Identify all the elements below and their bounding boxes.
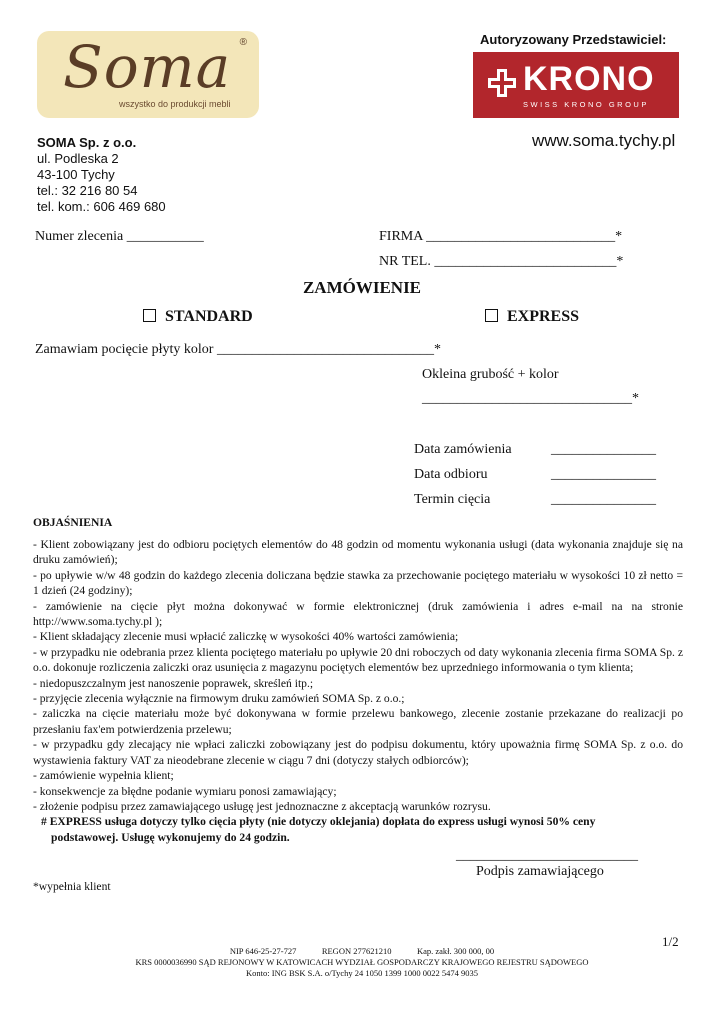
express-option[interactable] (485, 308, 579, 326)
explanation-item: - w przypadku nie odebrania przez klienta pociętego materiału po upływie 20 dni roboczych od daty wykonania zlecenia firma SOMA Sp. z o.o. dokonuje rozliczenia zaliczki oraz usunięcia z magazynu pociętych elementów bez uprzedniego informowania o tym klienta; (33, 645, 683, 675)
footer-line-1: NIP 646-25-27-727 REGON 277621210 Kap. zakł. 300 000, 00 (229, 946, 495, 956)
explanations-heading: OBJAŚNIENIA (33, 516, 113, 529)
order-number-field[interactable]: Numer zlecenia ___________ (35, 229, 204, 244)
soma-logo (37, 31, 259, 118)
soma-logo-registered: ® (239, 37, 247, 48)
explanation-item: - Klient składający zlecenie musi wpłacić zaliczkę w wysokości 40% wartości zamówienia; (33, 630, 459, 644)
explanation-item: - po upływie w/w 48 godzin do każdego zlecenia doliczana będzie stawka za przechowanie pociętego materiału w wysokości 10 zł netto = 1 dzień (24 godziny); (33, 568, 683, 598)
krono-logo (473, 52, 679, 118)
explanation-item: - Klient zobowiązany jest do odbioru pociętych elementów do 48 godzin od momentu wykonania usługi (data wykonania znajduje się na druku zamówień); (33, 538, 683, 567)
page-number: 1/2 (662, 934, 679, 949)
edge-label: Okleina grubość + kolor (422, 367, 559, 382)
explanations-list (33, 537, 683, 845)
standard-label: STANDARD (165, 308, 253, 325)
explanation-item: - zamówienie wypełnia klient; (33, 769, 174, 783)
website-link[interactable]: www.soma.tychy.pl (532, 131, 676, 150)
company-phone: tel.: 32 216 80 54 (37, 183, 138, 198)
krono-logo-word: KRONO (523, 60, 655, 98)
authorized-label: Autoryzowany Przedstawiciel: (480, 32, 667, 47)
krono-logo-group: SWISS KRONO GROUP (523, 100, 649, 109)
date-order-label: Data zamówienia (414, 442, 512, 457)
cut-term-field[interactable]: _______________ (551, 492, 656, 507)
explanation-item: - złożenie podpisu przez zamawiającego usługę jest jednoznaczne z akceptacją warunków rozrysu. (33, 799, 491, 813)
date-pickup-field[interactable]: _______________ (551, 467, 656, 482)
company-city: 43-100 Tychy (37, 167, 115, 182)
explanation-item: - zaliczka na cięcie materiału może być dokonywana w formie przelewu bankowego, zlecenie zostanie przekazane do realizacji po przesłaniu fax'em potwierdzenia przelewu; (33, 707, 683, 736)
soma-logo-tagline: wszystko do produkcji mebli (119, 99, 231, 109)
standard-checkbox[interactable] (143, 309, 156, 322)
company-mobile: tel. kom.: 606 469 680 (37, 199, 166, 214)
express-note-line2: podstawowej. Usługę wykonujemy do 24 godzin. (51, 830, 290, 844)
company-info (37, 135, 166, 215)
company-street: ul. Podleska 2 (37, 151, 119, 166)
cut-color-field[interactable]: Zamawiam pocięcie płyty kolor _______________________________* (35, 342, 441, 357)
explanation-item: - niedopuszczalnym jest nanoszenie poprawek, skreśleń itp.; (33, 676, 314, 690)
edge-field[interactable]: ______________________________* (422, 391, 639, 406)
footnote: *wypełnia klient (33, 880, 111, 893)
signature-line[interactable]: __________________________ (456, 848, 638, 863)
express-note-line1: # EXPRESS usługa dotyczy tylko cięcia płyty (nie dotyczy oklejania) dopłata do express usługi wynosi 50% ceny (41, 815, 596, 829)
form-title: ZAMÓWIENIE (302, 278, 422, 297)
express-checkbox[interactable] (485, 309, 498, 322)
date-order-field[interactable]: _______________ (551, 442, 656, 457)
explanation-item: - w przypadku gdy zlecający nie wpłaci zaliczki zobowiązany jest do podpisu dokumentu, który upoważnia firmę SOMA Sp. z o.o. do wystawienia faktury VAT za nieodebrane zlecenie w ciągu 7 dni (dotyczy stałych odbiorców); (33, 738, 683, 767)
signature-label: Podpis zamawiającego (476, 864, 604, 879)
explanation-item: - konsekwencje za błędne podanie wymiaru ponosi zamawiający; (33, 784, 337, 798)
company-name: SOMA Sp. z o.o. (37, 135, 137, 150)
footer-line-3: Konto: ING BSK S.A. o/Tychy 24 1050 1399 1000 0022 5474 9035 (246, 968, 478, 978)
phone-field[interactable]: NR TEL. __________________________* (379, 254, 624, 269)
date-pickup-label: Data odbioru (414, 467, 488, 482)
footer-line-2: KRS 0000036990 SĄD REJONOWY W KATOWICACH WYDZIAŁ GOSPODARCZY KRAJOWEGO REJESTRU SĄDOWEGO (135, 957, 589, 967)
explanation-item: - zamówienie na cięcie płyt można dokonywać w formie elektronicznej (druk zamówienia i adres e-mail na na stronie http://www.soma.tychy.pl ); (33, 599, 683, 629)
cut-term-label: Termin cięcia (414, 492, 491, 507)
express-label: EXPRESS (507, 308, 580, 325)
krono-cross-icon (487, 68, 517, 98)
standard-option[interactable] (143, 308, 253, 326)
explanation-item: - przyjęcie zlecenia wyłącznie na firmowym druku zamówień SOMA Sp. z o.o.; (33, 692, 405, 706)
firma-field[interactable]: FIRMA ___________________________* (379, 229, 623, 244)
soma-logo-word: Soma (63, 33, 232, 101)
